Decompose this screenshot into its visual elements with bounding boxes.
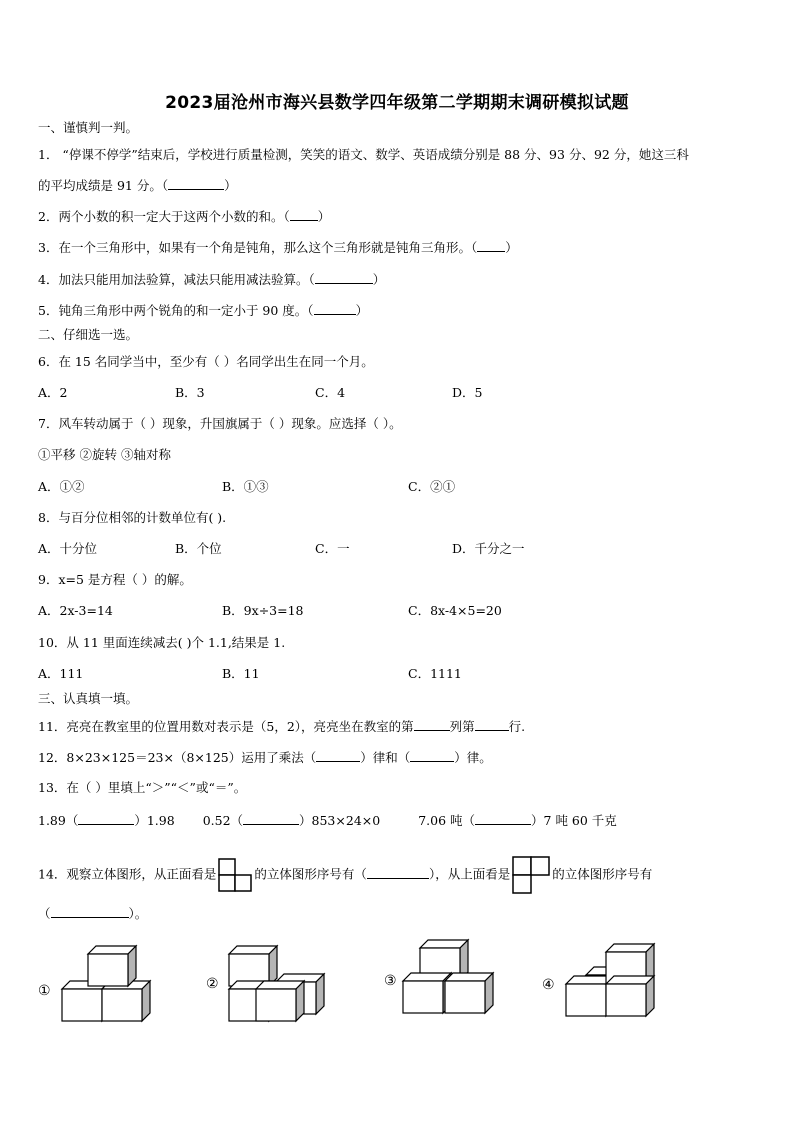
- figure-label-4: ④: [542, 977, 555, 993]
- answer-blank[interactable]: [475, 811, 531, 825]
- option-c[interactable]: C．4: [315, 385, 346, 400]
- option-d[interactable]: D．千分之一: [452, 541, 525, 556]
- question-14-mid2: ），从上面看是: [428, 866, 511, 882]
- answer-blank[interactable]: [475, 717, 509, 731]
- option-b[interactable]: B．11: [222, 666, 260, 681]
- question-14: [38, 856, 652, 894]
- question-13-items: [38, 811, 617, 830]
- question-11-text: 11．亮亮在教室里的位置用数对表示是（5，2），亮亮坐在教室的第: [38, 719, 414, 734]
- figure-label-3: ③: [384, 973, 397, 989]
- answer-blank[interactable]: [316, 748, 360, 762]
- option-b[interactable]: B．个位: [175, 541, 222, 556]
- question-1-text: 的平均成绩是 91 分。（: [38, 178, 169, 193]
- option-b[interactable]: B．3: [175, 385, 205, 400]
- compare-item-1: [38, 813, 175, 828]
- question-3: [38, 238, 518, 257]
- question-11: [38, 717, 525, 736]
- question-1-close: ）: [224, 178, 237, 193]
- question-8: 8．与百分位相邻的计数单位有( ).: [38, 510, 227, 525]
- question-14-open: （: [38, 906, 51, 921]
- answer-blank[interactable]: [367, 865, 429, 879]
- compare-left: 0.52（: [202, 813, 244, 828]
- question-2-close: ）: [317, 209, 331, 224]
- option-c[interactable]: C．②①: [408, 479, 456, 494]
- option-a[interactable]: A．①②: [38, 479, 85, 494]
- question-13: 13．在（ ）里填上“＞”“＜”或“＝”。: [38, 780, 247, 795]
- figure-4: [566, 944, 654, 1016]
- option-b[interactable]: B．①③: [222, 479, 269, 494]
- option-c[interactable]: C．1111: [408, 666, 462, 681]
- question-4-text: 4．加法只能用加法验算，减法只能用减法验算。（: [38, 272, 315, 287]
- section-heading-2: 二、仔细选一选。: [38, 327, 139, 342]
- answer-blank[interactable]: [314, 301, 356, 315]
- question-11-mid: 列第: [449, 719, 475, 734]
- question-14-end: 的立体图形序号有: [552, 866, 653, 882]
- compare-right: ）7 吨 60 千克: [531, 813, 617, 828]
- answer-blank[interactable]: [78, 811, 134, 825]
- compare-item-2: [203, 813, 381, 828]
- question-12-mid: ）律和（: [360, 750, 411, 765]
- question-1-line-1: 1． “停课不停学”结束后，学校进行质量检测，笑笑的语文、数学、英语成绩分别是 88 分、93 分、92 分，她这三科: [38, 147, 689, 162]
- question-14-mid: 的立体图形序号有（: [254, 866, 367, 882]
- question-7: 7．风车转动属于（ ）现象，升国旗属于（ ）现象。应选择（ ）。: [38, 416, 402, 431]
- figure-3: [403, 940, 493, 1013]
- question-11-end: 行.: [508, 719, 526, 734]
- question-14-line-2: [38, 904, 147, 923]
- question-12: [38, 748, 492, 767]
- answer-blank[interactable]: [414, 717, 450, 731]
- question-14-close: ）。: [128, 906, 148, 921]
- option-b[interactable]: B．9x÷3=18: [222, 603, 304, 618]
- compare-left: 1.89（: [38, 813, 79, 828]
- compare-right: ）1.98: [134, 813, 175, 828]
- top-view-grid-icon: [512, 856, 550, 894]
- compare-right: ）853×24×0: [299, 813, 381, 828]
- front-view-grid-icon: [218, 858, 252, 892]
- question-3-text: 3．在一个三角形中，如果有一个角是钝角，那么这个三角形就是钝角三角形。（: [38, 240, 478, 255]
- answer-blank[interactable]: [51, 904, 129, 918]
- option-a[interactable]: A．2x-3=14: [38, 603, 113, 618]
- option-c[interactable]: C．8x-4×5=20: [408, 603, 502, 618]
- option-a[interactable]: A．十分位: [38, 541, 98, 556]
- figure-1: [62, 946, 150, 1021]
- option-a[interactable]: A．2: [38, 385, 68, 400]
- section-heading-1: 一、谨慎判一判。: [38, 120, 139, 135]
- answer-blank[interactable]: [410, 748, 454, 762]
- question-2: [38, 207, 330, 226]
- question-5-text: 5．钝角三角形中两个锐角的和一定小于 90 度。（: [38, 303, 314, 318]
- section-heading-3: 三、认真填一填。: [38, 691, 139, 706]
- answer-blank[interactable]: [315, 270, 373, 284]
- question-2-text: 2．两个小数的积一定大于这两个小数的和。（: [38, 209, 290, 224]
- question-12-end: ）律。: [454, 750, 492, 765]
- page-title: 2023届沧州市海兴县数学四年级第二学期期末调研模拟试题: [165, 93, 629, 113]
- question-5-close: ）: [355, 303, 369, 318]
- question-7-choices: ①平移 ②旋转 ③轴对称: [38, 447, 171, 462]
- question-3-close: ）: [505, 240, 518, 255]
- option-d[interactable]: D．5: [452, 385, 483, 400]
- question-6: 6．在 15 名同学当中，至少有（ ）名同学出生在同一个月。: [38, 354, 374, 369]
- question-12-text: 12．8×23×125＝23×（8×125）运用了乘法（: [38, 750, 317, 765]
- question-10: 10．从 11 里面连续减去( )个 1.1,结果是 1.: [38, 635, 286, 650]
- question-14-text: 14．观察立体图形，从正面看是: [38, 866, 217, 882]
- question-1-line-2: [38, 176, 237, 195]
- question-5: [38, 301, 368, 320]
- option-c[interactable]: C．一: [315, 541, 350, 556]
- answer-blank[interactable]: [168, 176, 224, 190]
- question-4: [38, 270, 385, 289]
- figure-label-1: ①: [38, 983, 51, 999]
- answer-blank[interactable]: [477, 238, 505, 252]
- figure-2: [229, 946, 324, 1021]
- answer-blank[interactable]: [243, 811, 299, 825]
- compare-item-3: [418, 813, 617, 828]
- answer-blank[interactable]: [290, 207, 318, 221]
- compare-left: 7.06 吨（: [418, 813, 476, 828]
- option-a[interactable]: A．111: [38, 666, 84, 681]
- question-4-close: ）: [372, 272, 386, 287]
- question-9: 9．x=5 是方程（ ）的解。: [38, 572, 192, 587]
- figure-label-2: ②: [206, 976, 219, 992]
